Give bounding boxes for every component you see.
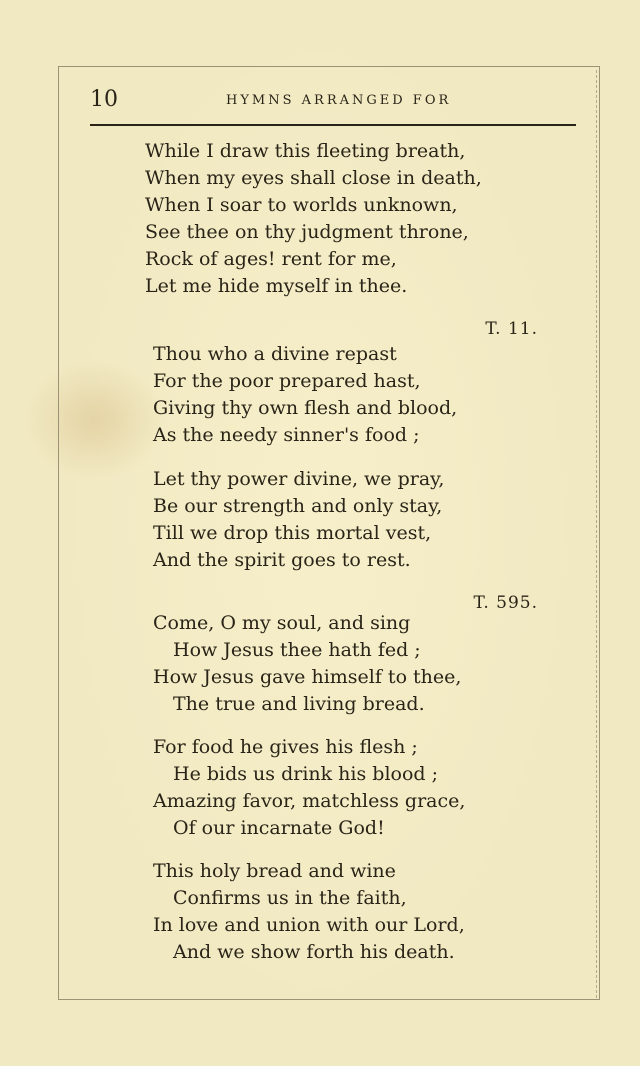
- running-head: [90, 86, 580, 114]
- page-number: 10: [90, 87, 118, 112]
- verse-line: How Jesus gave himself to thee,: [153, 666, 462, 688]
- verse-line: For the poor prepared hast,: [153, 370, 421, 392]
- hymn-1-stanza-1: [145, 138, 482, 300]
- verse-line: Of our incarnate God!: [173, 817, 385, 839]
- verse-line: When I soar to worlds unknown,: [145, 194, 458, 216]
- verse-line: As the needy sinner's food ;: [153, 424, 420, 446]
- verse-line: Be our strength and only stay,: [153, 495, 443, 517]
- verse-line: This holy bread and wine: [153, 860, 396, 882]
- verse-line: Amazing favor, matchless grace,: [153, 790, 466, 812]
- verse-line: Giving thy own flesh and blood,: [153, 397, 458, 419]
- page-border-right-edge: [596, 70, 597, 998]
- verse-line: In love and union with our Lord,: [153, 914, 465, 936]
- verse-line: When my eyes shall close in death,: [145, 167, 482, 189]
- hymn-2-stanza-2: [153, 466, 444, 574]
- hymn-3-stanza-3: [153, 858, 465, 966]
- verse-line: How Jesus thee hath fed ;: [173, 639, 421, 661]
- running-title: HYMNS ARRANGED FOR: [226, 93, 452, 108]
- hymn-2-stanza-1: [153, 341, 457, 449]
- header-rule: [90, 124, 576, 126]
- verse-line: Till we drop this mortal vest,: [153, 522, 432, 544]
- verse-line: And we show forth his death.: [173, 941, 455, 963]
- verse-line: He bids us drink his blood ;: [173, 763, 439, 785]
- verse-line: The true and living bread.: [173, 693, 425, 715]
- hymn-3-stanza-2: [153, 734, 465, 842]
- verse-line: And the spirit goes to rest.: [153, 549, 411, 571]
- verse-line: Let thy power divine, we pray,: [153, 468, 445, 490]
- verse-line: Come, O my soul, and sing: [153, 612, 411, 634]
- verse-line: Confirms us in the faith,: [173, 887, 407, 909]
- tune-reference: T. 11.: [485, 319, 538, 339]
- verse-line: Let me hide myself in thee.: [145, 275, 408, 297]
- hymn-3-stanza-1: [153, 610, 461, 718]
- tune-reference: T. 595.: [473, 593, 538, 613]
- verse-line: For food he gives his flesh ;: [153, 736, 418, 758]
- verse-line: See thee on thy judgment throne,: [145, 221, 469, 243]
- verse-line: Thou who a divine repast: [153, 343, 397, 365]
- verse-line: Rock of ages! rent for me,: [145, 248, 397, 270]
- verse-line: While I draw this fleeting breath,: [145, 140, 466, 162]
